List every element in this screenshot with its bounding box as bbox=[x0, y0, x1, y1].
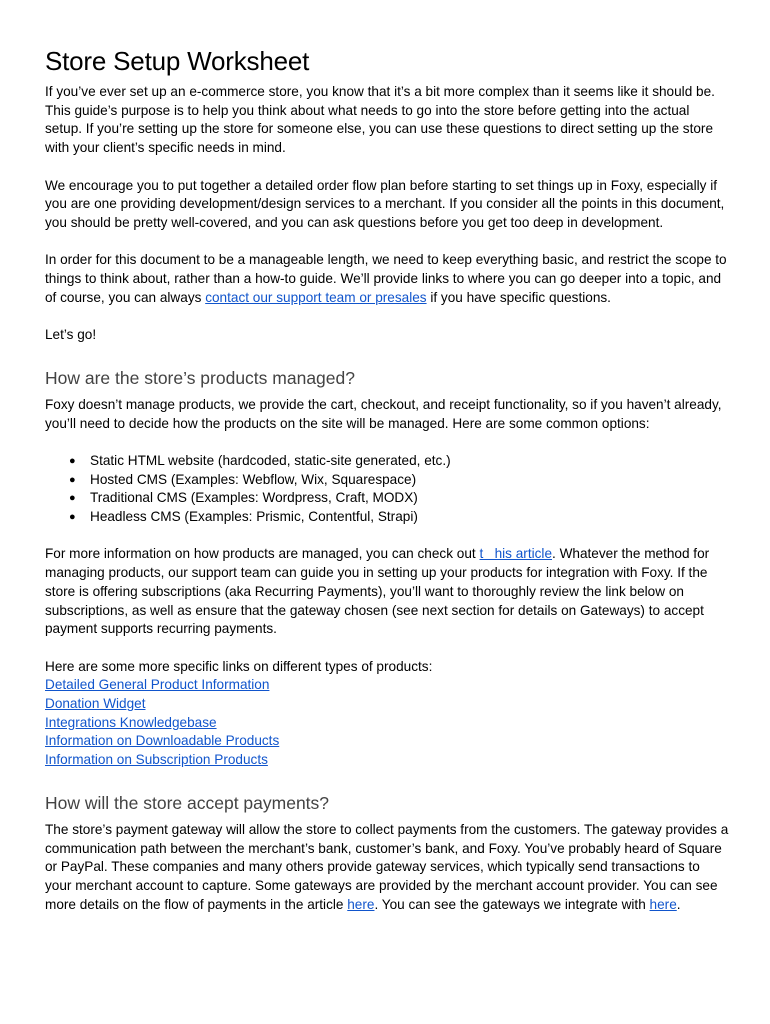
intro-paragraph-3-text: In order for this document to be a manageable length, we need to keep everything basic, and restrict the scope to things to think about, rather than a how-to guide. We’ll provide links to where you can go deeper into a topic, and of course, you can always bbox=[45, 252, 727, 305]
spacer bbox=[45, 770, 730, 792]
donation-widget-link[interactable]: Donation Widget bbox=[45, 696, 146, 711]
document-page bbox=[45, 44, 730, 914]
products-heading: How are the store’s products managed? bbox=[45, 367, 355, 388]
bullet-icon: ● bbox=[69, 511, 76, 523]
intro-paragraph-3 bbox=[45, 251, 730, 307]
products-paragraph-2 bbox=[45, 545, 730, 639]
bullet-icon: ● bbox=[69, 473, 76, 486]
integrations-knowledgebase-link[interactable]: Integrations Knowledgebase bbox=[45, 714, 217, 730]
contact-support-link[interactable]: contact our support team or presales bbox=[205, 289, 427, 305]
list-item-text: Headless CMS (Examples: Prismic, Contentful, Strapi) bbox=[90, 509, 418, 524]
downloadable-products-link[interactable]: Information on Downloadable Products bbox=[45, 733, 280, 749]
payment-flow-here-link[interactable]: here bbox=[347, 896, 375, 912]
list-item bbox=[45, 471, 730, 490]
product-options-list bbox=[45, 452, 730, 527]
payments-paragraph-1 bbox=[45, 821, 730, 915]
this-article-link[interactable]: t his article bbox=[479, 546, 553, 562]
list-item-text: Static HTML website (hardcoded, static-site generated, etc.) bbox=[90, 452, 451, 468]
payments-paragraph-text-end: . bbox=[676, 896, 681, 912]
gateways-here-link[interactable]: here bbox=[649, 896, 677, 912]
page-title: Store Setup Worksheet bbox=[45, 46, 310, 76]
products-paragraph-2-text-end: . Whatever the method for managing products, our support team can guide you in setting up your products for integration with Foxy. If the store is offering subscriptions (aka Recurring Payments), you’ll want to thoroughly review the link below on subscriptions, as well as ensure that the gateway chosen (see next section for details on Gateways) to accept payment supports recurring payments. bbox=[45, 546, 710, 637]
spacer bbox=[45, 527, 730, 546]
list-item-text: Hosted CMS (Examples: Webflow, Wix, Squarespace) bbox=[90, 471, 417, 487]
payments-paragraph-text: The store’s payment gateway will allow the store to collect payments from the customers. The gateway provides a communication path between the merchant’s bank, customer’s bank, and Foxy. You’ve probably heard of Square or PayPal. These companies and many others provide gateway services, which typically send transactions to your merchant account to capture. Some gateways are provided by the merchant account provider. You can see more details on the flow of payments in the article bbox=[45, 821, 729, 912]
subscription-products-link[interactable]: Information on Subscription Products bbox=[45, 752, 268, 768]
payments-paragraph-text-middle: . You can see the gateways we integrate with bbox=[374, 896, 650, 912]
product-links-list bbox=[45, 676, 730, 770]
intro-paragraph-4: Let’s go! bbox=[45, 327, 97, 343]
list-item bbox=[45, 508, 730, 527]
spacer bbox=[45, 433, 730, 452]
intro-paragraph-2: We encourage you to put together a detailed order flow plan before starting to set things up in Foxy, especially if you are one providing development/design services to a merchant. If you consider all the points in this document, you should be pretty well-covered, and you can ask questions before you get too deep in development. bbox=[45, 177, 725, 230]
intro-paragraph-3-text-end: if you have specific questions. bbox=[426, 289, 611, 305]
list-item bbox=[45, 489, 730, 508]
spacer bbox=[45, 639, 730, 658]
general-product-info-link[interactable]: Detailed General Product Information bbox=[45, 677, 270, 693]
intro-paragraph-1: If you’ve ever set up an e-commerce store, you know that it’s a bit more complex than it seems like it should be. This guide’s purpose is to help you think about what needs to go into the store before getting into the actual setup. If you’re setting up the store for someone else, you can use these questions to direct setting up the store with your client’s specific needs in mind. bbox=[45, 84, 715, 156]
products-paragraph-2-text: For more information on how products are managed, you can check out bbox=[45, 546, 480, 562]
list-item-text: Traditional CMS (Examples: Wordpress, Craft, MODX) bbox=[90, 490, 418, 506]
spacer bbox=[45, 158, 730, 177]
products-paragraph-1: Foxy doesn’t manage products, we provide the cart, checkout, and receipt functionality, so if you haven’t already, you’ll need to decide how the products on the site will be managed. Here are some common options: bbox=[45, 396, 722, 431]
spacer bbox=[45, 307, 730, 326]
list-item bbox=[45, 452, 730, 471]
spacer bbox=[45, 233, 730, 252]
bullet-icon: ● bbox=[69, 454, 76, 467]
bullet-icon: ● bbox=[69, 492, 76, 505]
products-paragraph-3: Here are some more specific links on different types of products: bbox=[45, 658, 433, 674]
payments-heading: How will the store accept payments? bbox=[45, 792, 330, 813]
spacer bbox=[45, 345, 730, 367]
